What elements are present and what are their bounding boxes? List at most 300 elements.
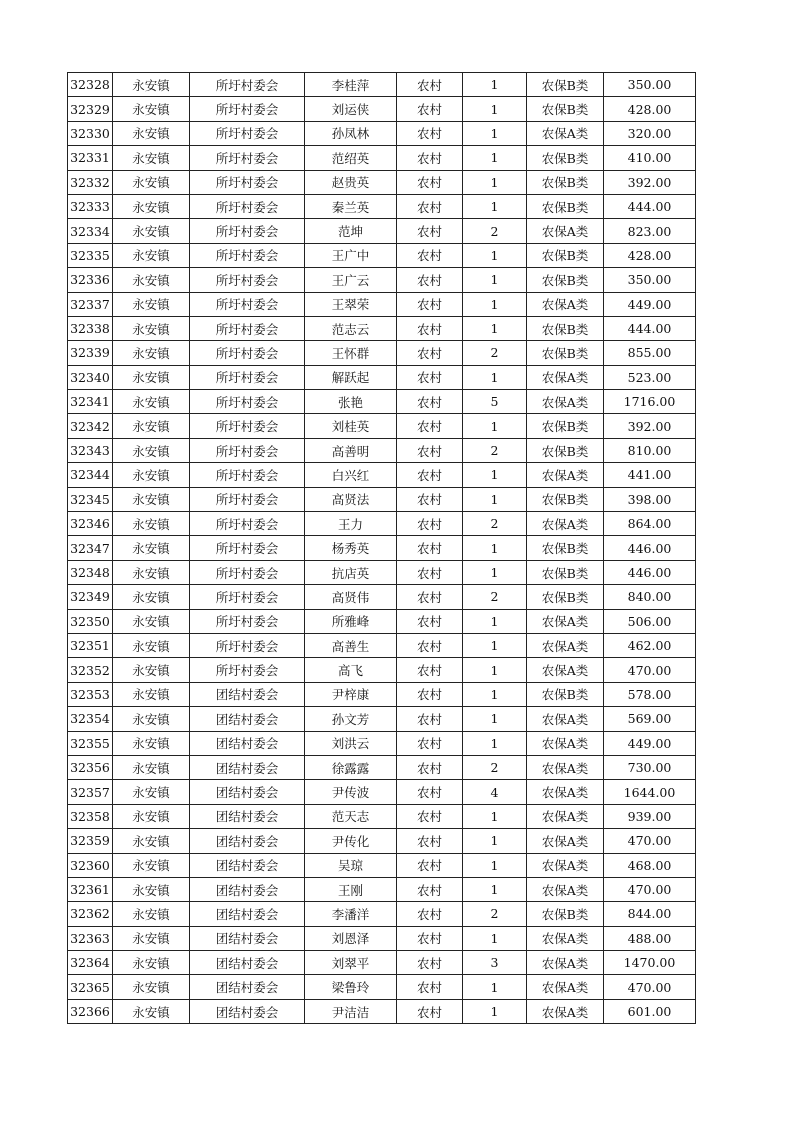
table-body xyxy=(68,73,696,1024)
amount-cell: 320.00 xyxy=(604,121,696,145)
count-cell: 2 xyxy=(463,512,527,536)
village-cell: 团结村委会 xyxy=(190,902,305,926)
category-cell: 农保B类 xyxy=(527,682,604,706)
table-row xyxy=(68,243,696,267)
village-cell: 团结村委会 xyxy=(190,780,305,804)
town-cell: 永安镇 xyxy=(113,560,190,584)
category-cell: 农保A类 xyxy=(527,292,604,316)
name-cell: 高贤伟 xyxy=(305,585,397,609)
town-cell: 永安镇 xyxy=(113,755,190,779)
id-cell: 32358 xyxy=(68,804,113,828)
category-cell: 农保A类 xyxy=(527,853,604,877)
name-cell: 所雅峰 xyxy=(305,609,397,633)
village-cell: 团结村委会 xyxy=(190,951,305,975)
type-cell: 农村 xyxy=(397,487,463,511)
name-cell: 高善生 xyxy=(305,633,397,657)
count-cell: 1 xyxy=(463,999,527,1023)
category-cell: 农保A类 xyxy=(527,633,604,657)
table-row xyxy=(68,97,696,121)
count-cell: 2 xyxy=(463,755,527,779)
village-cell: 团结村委会 xyxy=(190,853,305,877)
type-cell: 农村 xyxy=(397,146,463,170)
count-cell: 1 xyxy=(463,731,527,755)
type-cell: 农村 xyxy=(397,560,463,584)
count-cell: 2 xyxy=(463,219,527,243)
table-row xyxy=(68,829,696,853)
count-cell: 1 xyxy=(463,194,527,218)
town-cell: 永安镇 xyxy=(113,438,190,462)
village-cell: 所圩村委会 xyxy=(190,219,305,243)
category-cell: 农保A类 xyxy=(527,512,604,536)
id-cell: 32350 xyxy=(68,609,113,633)
name-cell: 徐露露 xyxy=(305,755,397,779)
name-cell: 尹传波 xyxy=(305,780,397,804)
name-cell: 白兴红 xyxy=(305,463,397,487)
village-cell: 团结村委会 xyxy=(190,682,305,706)
category-cell: 农保B类 xyxy=(527,560,604,584)
category-cell: 农保B类 xyxy=(527,341,604,365)
amount-cell: 578.00 xyxy=(604,682,696,706)
id-cell: 32357 xyxy=(68,780,113,804)
table-row xyxy=(68,877,696,901)
amount-cell: 864.00 xyxy=(604,512,696,536)
village-cell: 所圩村委会 xyxy=(190,73,305,97)
village-cell: 所圩村委会 xyxy=(190,341,305,365)
id-cell: 32356 xyxy=(68,755,113,779)
village-cell: 所圩村委会 xyxy=(190,390,305,414)
name-cell: 解跃起 xyxy=(305,365,397,389)
amount-cell: 441.00 xyxy=(604,463,696,487)
town-cell: 永安镇 xyxy=(113,633,190,657)
table-row xyxy=(68,487,696,511)
table-row xyxy=(68,926,696,950)
name-cell: 王广云 xyxy=(305,268,397,292)
type-cell: 农村 xyxy=(397,316,463,340)
table-row xyxy=(68,73,696,97)
type-cell: 农村 xyxy=(397,243,463,267)
name-cell: 孙文芳 xyxy=(305,707,397,731)
id-cell: 32333 xyxy=(68,194,113,218)
count-cell: 1 xyxy=(463,243,527,267)
town-cell: 永安镇 xyxy=(113,707,190,731)
village-cell: 所圩村委会 xyxy=(190,658,305,682)
town-cell: 永安镇 xyxy=(113,268,190,292)
data-table xyxy=(67,72,696,1024)
count-cell: 1 xyxy=(463,268,527,292)
town-cell: 永安镇 xyxy=(113,365,190,389)
town-cell: 永安镇 xyxy=(113,219,190,243)
count-cell: 2 xyxy=(463,585,527,609)
village-cell: 所圩村委会 xyxy=(190,585,305,609)
id-cell: 32349 xyxy=(68,585,113,609)
table-row xyxy=(68,365,696,389)
type-cell: 农村 xyxy=(397,755,463,779)
town-cell: 永安镇 xyxy=(113,536,190,560)
town-cell: 永安镇 xyxy=(113,292,190,316)
name-cell: 尹梓康 xyxy=(305,682,397,706)
id-cell: 32363 xyxy=(68,926,113,950)
id-cell: 32352 xyxy=(68,658,113,682)
village-cell: 团结村委会 xyxy=(190,999,305,1023)
amount-cell: 392.00 xyxy=(604,414,696,438)
village-cell: 所圩村委会 xyxy=(190,633,305,657)
count-cell: 2 xyxy=(463,341,527,365)
name-cell: 范坤 xyxy=(305,219,397,243)
id-cell: 32340 xyxy=(68,365,113,389)
town-cell: 永安镇 xyxy=(113,194,190,218)
count-cell: 3 xyxy=(463,951,527,975)
town-cell: 永安镇 xyxy=(113,512,190,536)
id-cell: 32353 xyxy=(68,682,113,706)
town-cell: 永安镇 xyxy=(113,780,190,804)
village-cell: 所圩村委会 xyxy=(190,268,305,292)
village-cell: 所圩村委会 xyxy=(190,243,305,267)
village-cell: 团结村委会 xyxy=(190,829,305,853)
amount-cell: 840.00 xyxy=(604,585,696,609)
type-cell: 农村 xyxy=(397,658,463,682)
count-cell: 1 xyxy=(463,316,527,340)
village-cell: 所圩村委会 xyxy=(190,170,305,194)
name-cell: 范天志 xyxy=(305,804,397,828)
type-cell: 农村 xyxy=(397,292,463,316)
category-cell: 农保B类 xyxy=(527,170,604,194)
table-row xyxy=(68,755,696,779)
amount-cell: 1716.00 xyxy=(604,390,696,414)
name-cell: 高善明 xyxy=(305,438,397,462)
village-cell: 所圩村委会 xyxy=(190,365,305,389)
type-cell: 农村 xyxy=(397,390,463,414)
table-row xyxy=(68,316,696,340)
type-cell: 农村 xyxy=(397,804,463,828)
amount-cell: 488.00 xyxy=(604,926,696,950)
count-cell: 1 xyxy=(463,365,527,389)
table-row xyxy=(68,999,696,1023)
table-row xyxy=(68,536,696,560)
type-cell: 农村 xyxy=(397,707,463,731)
amount-cell: 468.00 xyxy=(604,853,696,877)
type-cell: 农村 xyxy=(397,585,463,609)
count-cell: 1 xyxy=(463,853,527,877)
town-cell: 永安镇 xyxy=(113,926,190,950)
count-cell: 1 xyxy=(463,97,527,121)
id-cell: 32338 xyxy=(68,316,113,340)
id-cell: 32361 xyxy=(68,877,113,901)
name-cell: 刘翠平 xyxy=(305,951,397,975)
table-row xyxy=(68,560,696,584)
type-cell: 农村 xyxy=(397,536,463,560)
table-row xyxy=(68,902,696,926)
type-cell: 农村 xyxy=(397,512,463,536)
type-cell: 农村 xyxy=(397,73,463,97)
id-cell: 32337 xyxy=(68,292,113,316)
town-cell: 永安镇 xyxy=(113,146,190,170)
count-cell: 1 xyxy=(463,658,527,682)
amount-cell: 855.00 xyxy=(604,341,696,365)
id-cell: 32366 xyxy=(68,999,113,1023)
category-cell: 农保B类 xyxy=(527,268,604,292)
town-cell: 永安镇 xyxy=(113,609,190,633)
town-cell: 永安镇 xyxy=(113,658,190,682)
name-cell: 梁鲁玲 xyxy=(305,975,397,999)
type-cell: 农村 xyxy=(397,877,463,901)
id-cell: 32359 xyxy=(68,829,113,853)
amount-cell: 506.00 xyxy=(604,609,696,633)
town-cell: 永安镇 xyxy=(113,487,190,511)
id-cell: 32347 xyxy=(68,536,113,560)
name-cell: 刘运侠 xyxy=(305,97,397,121)
town-cell: 永安镇 xyxy=(113,853,190,877)
category-cell: 农保B类 xyxy=(527,585,604,609)
table-row xyxy=(68,390,696,414)
table-row xyxy=(68,804,696,828)
type-cell: 农村 xyxy=(397,682,463,706)
village-cell: 团结村委会 xyxy=(190,731,305,755)
name-cell: 李桂萍 xyxy=(305,73,397,97)
village-cell: 所圩村委会 xyxy=(190,609,305,633)
type-cell: 农村 xyxy=(397,97,463,121)
village-cell: 团结村委会 xyxy=(190,755,305,779)
name-cell: 王翠荣 xyxy=(305,292,397,316)
count-cell: 1 xyxy=(463,487,527,511)
name-cell: 范绍英 xyxy=(305,146,397,170)
type-cell: 农村 xyxy=(397,902,463,926)
table-row xyxy=(68,585,696,609)
type-cell: 农村 xyxy=(397,414,463,438)
amount-cell: 428.00 xyxy=(604,97,696,121)
category-cell: 农保B类 xyxy=(527,243,604,267)
type-cell: 农村 xyxy=(397,268,463,292)
id-cell: 32334 xyxy=(68,219,113,243)
type-cell: 农村 xyxy=(397,438,463,462)
amount-cell: 350.00 xyxy=(604,268,696,292)
category-cell: 农保B类 xyxy=(527,73,604,97)
id-cell: 32351 xyxy=(68,633,113,657)
count-cell: 1 xyxy=(463,829,527,853)
name-cell: 刘洪云 xyxy=(305,731,397,755)
town-cell: 永安镇 xyxy=(113,877,190,901)
category-cell: 农保A类 xyxy=(527,999,604,1023)
id-cell: 32345 xyxy=(68,487,113,511)
count-cell: 2 xyxy=(463,902,527,926)
name-cell: 抗店英 xyxy=(305,560,397,584)
town-cell: 永安镇 xyxy=(113,975,190,999)
town-cell: 永安镇 xyxy=(113,902,190,926)
id-cell: 32344 xyxy=(68,463,113,487)
id-cell: 32329 xyxy=(68,97,113,121)
id-cell: 32331 xyxy=(68,146,113,170)
type-cell: 农村 xyxy=(397,219,463,243)
id-cell: 32339 xyxy=(68,341,113,365)
name-cell: 范志云 xyxy=(305,316,397,340)
category-cell: 农保A类 xyxy=(527,731,604,755)
town-cell: 永安镇 xyxy=(113,951,190,975)
amount-cell: 939.00 xyxy=(604,804,696,828)
name-cell: 刘恩泽 xyxy=(305,926,397,950)
table-row xyxy=(68,121,696,145)
id-cell: 32330 xyxy=(68,121,113,145)
village-cell: 所圩村委会 xyxy=(190,438,305,462)
amount-cell: 810.00 xyxy=(604,438,696,462)
count-cell: 1 xyxy=(463,609,527,633)
village-cell: 团结村委会 xyxy=(190,877,305,901)
amount-cell: 844.00 xyxy=(604,902,696,926)
category-cell: 农保B类 xyxy=(527,438,604,462)
count-cell: 1 xyxy=(463,292,527,316)
id-cell: 32328 xyxy=(68,73,113,97)
id-cell: 32335 xyxy=(68,243,113,267)
village-cell: 团结村委会 xyxy=(190,707,305,731)
village-cell: 所圩村委会 xyxy=(190,414,305,438)
amount-cell: 823.00 xyxy=(604,219,696,243)
name-cell: 尹传化 xyxy=(305,829,397,853)
category-cell: 农保B类 xyxy=(527,146,604,170)
type-cell: 农村 xyxy=(397,975,463,999)
table-row xyxy=(68,707,696,731)
type-cell: 农村 xyxy=(397,609,463,633)
amount-cell: 449.00 xyxy=(604,292,696,316)
name-cell: 李潘洋 xyxy=(305,902,397,926)
id-cell: 32355 xyxy=(68,731,113,755)
category-cell: 农保B类 xyxy=(527,536,604,560)
id-cell: 32343 xyxy=(68,438,113,462)
table-row xyxy=(68,341,696,365)
table-row xyxy=(68,219,696,243)
amount-cell: 446.00 xyxy=(604,536,696,560)
count-cell: 1 xyxy=(463,536,527,560)
category-cell: 农保A类 xyxy=(527,804,604,828)
count-cell: 1 xyxy=(463,463,527,487)
category-cell: 农保B类 xyxy=(527,414,604,438)
name-cell: 王怀群 xyxy=(305,341,397,365)
category-cell: 农保A类 xyxy=(527,463,604,487)
category-cell: 农保B类 xyxy=(527,902,604,926)
name-cell: 刘桂英 xyxy=(305,414,397,438)
count-cell: 4 xyxy=(463,780,527,804)
name-cell: 秦兰英 xyxy=(305,194,397,218)
type-cell: 农村 xyxy=(397,999,463,1023)
id-cell: 32365 xyxy=(68,975,113,999)
table-row xyxy=(68,951,696,975)
village-cell: 所圩村委会 xyxy=(190,292,305,316)
amount-cell: 470.00 xyxy=(604,829,696,853)
town-cell: 永安镇 xyxy=(113,463,190,487)
table-row xyxy=(68,780,696,804)
type-cell: 农村 xyxy=(397,194,463,218)
type-cell: 农村 xyxy=(397,170,463,194)
category-cell: 农保A类 xyxy=(527,926,604,950)
category-cell: 农保A类 xyxy=(527,877,604,901)
table-row xyxy=(68,194,696,218)
table-row xyxy=(68,268,696,292)
id-cell: 32362 xyxy=(68,902,113,926)
table-row xyxy=(68,292,696,316)
town-cell: 永安镇 xyxy=(113,585,190,609)
type-cell: 农村 xyxy=(397,121,463,145)
type-cell: 农村 xyxy=(397,633,463,657)
town-cell: 永安镇 xyxy=(113,390,190,414)
village-cell: 所圩村委会 xyxy=(190,316,305,340)
count-cell: 1 xyxy=(463,146,527,170)
name-cell: 王力 xyxy=(305,512,397,536)
amount-cell: 410.00 xyxy=(604,146,696,170)
id-cell: 32336 xyxy=(68,268,113,292)
name-cell: 杨秀英 xyxy=(305,536,397,560)
name-cell: 尹洁洁 xyxy=(305,999,397,1023)
name-cell: 孙凤林 xyxy=(305,121,397,145)
village-cell: 所圩村委会 xyxy=(190,487,305,511)
category-cell: 农保B类 xyxy=(527,194,604,218)
town-cell: 永安镇 xyxy=(113,170,190,194)
category-cell: 农保A类 xyxy=(527,975,604,999)
name-cell: 张艳 xyxy=(305,390,397,414)
table-row xyxy=(68,170,696,194)
count-cell: 1 xyxy=(463,170,527,194)
amount-cell: 1470.00 xyxy=(604,951,696,975)
table-row xyxy=(68,146,696,170)
table-row xyxy=(68,975,696,999)
count-cell: 2 xyxy=(463,438,527,462)
type-cell: 农村 xyxy=(397,463,463,487)
type-cell: 农村 xyxy=(397,341,463,365)
id-cell: 32332 xyxy=(68,170,113,194)
village-cell: 所圩村委会 xyxy=(190,463,305,487)
category-cell: 农保B类 xyxy=(527,487,604,511)
table-row xyxy=(68,438,696,462)
amount-cell: 444.00 xyxy=(604,194,696,218)
village-cell: 所圩村委会 xyxy=(190,97,305,121)
amount-cell: 398.00 xyxy=(604,487,696,511)
name-cell: 高贤法 xyxy=(305,487,397,511)
village-cell: 所圩村委会 xyxy=(190,512,305,536)
type-cell: 农村 xyxy=(397,780,463,804)
type-cell: 农村 xyxy=(397,829,463,853)
town-cell: 永安镇 xyxy=(113,243,190,267)
type-cell: 农村 xyxy=(397,951,463,975)
count-cell: 1 xyxy=(463,633,527,657)
name-cell: 赵贵英 xyxy=(305,170,397,194)
count-cell: 1 xyxy=(463,560,527,584)
category-cell: 农保A类 xyxy=(527,121,604,145)
town-cell: 永安镇 xyxy=(113,731,190,755)
count-cell: 1 xyxy=(463,414,527,438)
amount-cell: 446.00 xyxy=(604,560,696,584)
id-cell: 32341 xyxy=(68,390,113,414)
town-cell: 永安镇 xyxy=(113,341,190,365)
village-cell: 所圩村委会 xyxy=(190,560,305,584)
amount-cell: 601.00 xyxy=(604,999,696,1023)
category-cell: 农保B类 xyxy=(527,316,604,340)
village-cell: 所圩村委会 xyxy=(190,146,305,170)
category-cell: 农保B类 xyxy=(527,97,604,121)
amount-cell: 444.00 xyxy=(604,316,696,340)
table-row xyxy=(68,731,696,755)
town-cell: 永安镇 xyxy=(113,97,190,121)
category-cell: 农保A类 xyxy=(527,609,604,633)
name-cell: 高飞 xyxy=(305,658,397,682)
count-cell: 1 xyxy=(463,804,527,828)
amount-cell: 392.00 xyxy=(604,170,696,194)
type-cell: 农村 xyxy=(397,731,463,755)
name-cell: 王广中 xyxy=(305,243,397,267)
id-cell: 32360 xyxy=(68,853,113,877)
count-cell: 1 xyxy=(463,877,527,901)
village-cell: 团结村委会 xyxy=(190,804,305,828)
town-cell: 永安镇 xyxy=(113,414,190,438)
village-cell: 团结村委会 xyxy=(190,926,305,950)
category-cell: 农保A类 xyxy=(527,755,604,779)
name-cell: 吴琼 xyxy=(305,853,397,877)
amount-cell: 470.00 xyxy=(604,658,696,682)
